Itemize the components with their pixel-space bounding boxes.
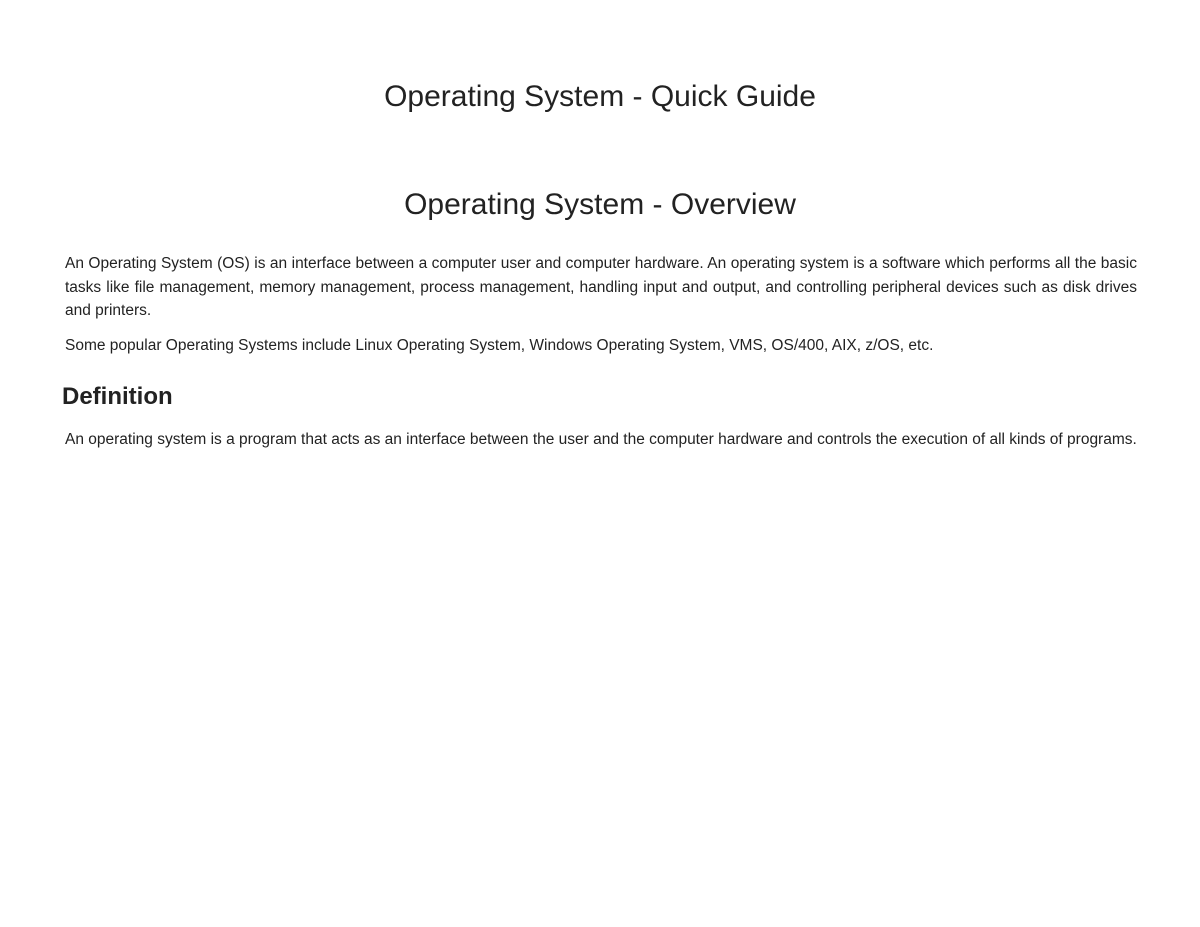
- section-heading-definition: Definition: [62, 383, 173, 410]
- overview-paragraph-1: An Operating System (OS) is an interface between a computer user and computer hardware. An operating system is a software which performs all the basic tasks like file management, memory management, process management, handling input and output, and controlling peripheral devices such as disk drives and printers.: [65, 255, 1137, 319]
- section-heading-overview: Operating System - Overview: [404, 188, 796, 221]
- page-title: Operating System - Quick Guide: [384, 80, 816, 113]
- definition-paragraph: An operating system is a program that acts as an interface between the user and the computer hardware and controls the execution of all kinds of programs.: [65, 431, 1137, 448]
- overview-paragraph-2: Some popular Operating Systems include Linux Operating System, Windows Operating System, VMS, OS/400, AIX, z/OS, etc.: [65, 337, 934, 354]
